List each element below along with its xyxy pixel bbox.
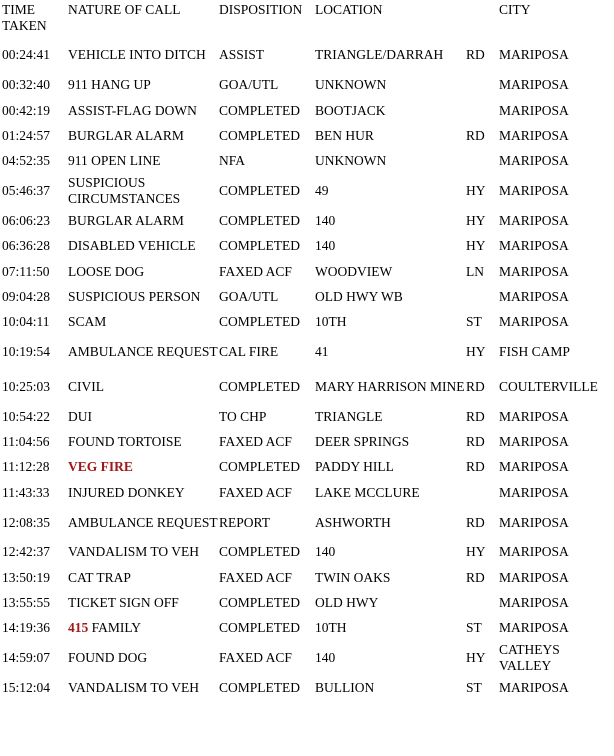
suffix-cell: ST xyxy=(466,680,482,696)
suffix-cell: HY xyxy=(466,650,486,666)
disposition-cell: REPORT xyxy=(219,514,270,530)
suffix-cell: RD xyxy=(466,433,485,449)
location-cell: 140 xyxy=(315,544,336,560)
nature-cell: FOUND DOG xyxy=(68,650,148,666)
nature-cell: 911 OPEN LINE xyxy=(68,153,161,169)
header-disposition: DISPOSITION xyxy=(219,2,303,17)
location-cell: ASHWORTH xyxy=(315,514,391,530)
table-row xyxy=(2,234,614,259)
disposition-cell: FAXED ACF xyxy=(219,484,292,500)
nature-cell: CAT TRAP xyxy=(68,569,131,585)
time-cell: 00:32:40 xyxy=(2,77,51,93)
disposition-cell: CAL FIRE xyxy=(219,344,279,360)
suffix-cell: ST xyxy=(466,620,482,636)
table-row xyxy=(2,455,614,480)
header-nature-of-call: NATURE OF CALL xyxy=(68,2,181,17)
disposition-cell: NFA xyxy=(219,153,246,169)
nature-cell xyxy=(68,455,219,480)
location-cell: PADDY HILL xyxy=(315,459,394,475)
location-cell: BEN HUR xyxy=(315,127,374,143)
disposition-cell: COMPLETED xyxy=(219,213,300,229)
suffix-cell: RD xyxy=(466,408,485,424)
suffix-cell: HY xyxy=(466,544,486,560)
location-cell: LAKE MCCLURE xyxy=(315,484,420,500)
table-row xyxy=(2,616,614,641)
disposition-cell: COMPLETED xyxy=(219,102,300,118)
city-cell: MARIPOSA xyxy=(499,238,569,254)
city-cell: MARIPOSA xyxy=(499,77,569,93)
city-cell: MARIPOSA xyxy=(499,680,569,696)
suffix-cell xyxy=(466,590,499,615)
suffix-cell: HY xyxy=(466,183,486,199)
time-cell: 13:50:19 xyxy=(2,569,51,585)
city-cell: MARIPOSA xyxy=(499,127,569,143)
city-cell: MARIPOSA xyxy=(499,620,569,636)
location-cell: 140 xyxy=(315,213,336,229)
city-cell: MARIPOSA xyxy=(499,433,569,449)
location-cell: 140 xyxy=(315,650,336,666)
table-row xyxy=(2,429,614,454)
city-cell: MARIPOSA xyxy=(499,288,569,304)
suffix-cell: HY xyxy=(466,213,486,229)
suffix-cell: RD xyxy=(466,514,485,530)
time-cell: 04:52:35 xyxy=(2,153,51,169)
table-row xyxy=(2,284,614,309)
table-row xyxy=(2,505,614,540)
table-row xyxy=(2,590,614,615)
location-cell: OLD HWY WB xyxy=(315,288,403,304)
disposition-cell: COMPLETED xyxy=(219,238,300,254)
city-cell: MARIPOSA xyxy=(499,213,569,229)
city-cell: MARIPOSA xyxy=(499,47,569,63)
time-cell: 11:04:56 xyxy=(2,433,50,449)
nature-cell: TICKET SIGN OFF xyxy=(68,595,179,611)
nature-cell: CIVIL xyxy=(68,378,104,394)
nature-cell: DUI xyxy=(68,408,92,424)
nature-cell: SUSPICIOUS CIRCUMSTANCES xyxy=(68,175,181,207)
city-cell: CATHEYS VALLEY xyxy=(499,642,560,674)
nature-cell: VANDALISM TO VEH xyxy=(68,544,200,560)
location-cell: TRIANGLE xyxy=(315,408,383,424)
disposition-cell: TO CHP xyxy=(219,408,267,424)
suffix-cell: RD xyxy=(466,378,485,394)
table-row xyxy=(2,641,614,676)
city-cell: MARIPOSA xyxy=(499,595,569,611)
header-city: CITY xyxy=(499,2,531,17)
disposition-cell: COMPLETED xyxy=(219,127,300,143)
table-row xyxy=(2,98,614,123)
disposition-cell: FAXED ACF xyxy=(219,263,292,279)
time-cell: 13:55:55 xyxy=(2,595,51,611)
city-cell: COULTERVILLE xyxy=(499,378,598,394)
suffix-cell: RD xyxy=(466,127,485,143)
disposition-cell: FAXED ACF xyxy=(219,569,292,585)
nature-cell: AMBULANCE REQUEST xyxy=(68,344,218,360)
table-row xyxy=(2,480,614,505)
disposition-cell: COMPLETED xyxy=(219,620,300,636)
city-cell: MARIPOSA xyxy=(499,569,569,585)
time-cell: 06:36:28 xyxy=(2,238,51,254)
disposition-cell: COMPLETED xyxy=(219,595,300,611)
suffix-cell xyxy=(466,73,499,98)
location-cell: UNKNOWN xyxy=(315,77,387,93)
location-cell: 41 xyxy=(315,344,329,360)
city-cell: MARIPOSA xyxy=(499,459,569,475)
table-row xyxy=(2,174,614,209)
city-cell: MARIPOSA xyxy=(499,183,569,199)
location-cell: 140 xyxy=(315,238,336,254)
city-cell: MARIPOSA xyxy=(499,263,569,279)
table-row xyxy=(2,148,614,173)
suffix-cell: HY xyxy=(466,238,486,254)
location-cell: DEER SPRINGS xyxy=(315,433,410,449)
nature-cell: AMBULANCE REQUEST xyxy=(68,514,218,530)
table-row xyxy=(2,310,614,335)
city-cell: MARIPOSA xyxy=(499,514,569,530)
time-cell: 11:43:33 xyxy=(2,484,50,500)
nature-cell: BURGLAR ALARM xyxy=(68,213,184,229)
table-row xyxy=(2,259,614,284)
table-row xyxy=(2,73,614,98)
header-row xyxy=(2,0,614,38)
location-cell: WOODVIEW xyxy=(315,263,393,279)
nature-cell: DISABLED VEHICLE xyxy=(68,238,196,254)
disposition-cell: FAXED ACF xyxy=(219,650,292,666)
table-row xyxy=(2,38,614,73)
time-cell: 12:42:37 xyxy=(2,544,51,560)
nature-cell: SUSPICIOUS PERSON xyxy=(68,288,201,304)
nature-cell: VEHICLE INTO DITCH xyxy=(68,47,206,63)
location-cell: MARY HARRISON MINE xyxy=(315,378,465,394)
disposition-cell: COMPLETED xyxy=(219,680,300,696)
nature-cell: ASSIST-FLAG DOWN xyxy=(68,102,197,118)
city-cell: MARIPOSA xyxy=(499,484,569,500)
table-row xyxy=(2,123,614,148)
time-cell: 00:42:19 xyxy=(2,102,51,118)
highlighted-nature: VEG FIRE xyxy=(68,459,133,475)
suffix-cell: ST xyxy=(466,314,482,330)
suffix-cell xyxy=(466,480,499,505)
disposition-cell: COMPLETED xyxy=(219,378,300,394)
suffix-cell xyxy=(466,98,499,123)
disposition-cell: COMPLETED xyxy=(219,183,300,199)
call-log-table xyxy=(2,0,614,701)
time-cell: 10:25:03 xyxy=(2,378,51,394)
call-log-body xyxy=(2,38,614,701)
nature-cell: INJURED DONKEY xyxy=(68,484,185,500)
time-cell: 05:46:37 xyxy=(2,183,51,199)
nature-cell: SCAM xyxy=(68,314,107,330)
city-cell: MARIPOSA xyxy=(499,544,569,560)
nature-rest: FAMILY xyxy=(88,620,142,636)
header-time-taken: TIME TAKEN xyxy=(2,2,47,33)
suffix-cell xyxy=(466,284,499,309)
disposition-cell: GOA/UTL xyxy=(219,288,279,304)
disposition-cell: COMPLETED xyxy=(219,459,300,475)
suffix-cell xyxy=(466,148,499,173)
disposition-cell: FAXED ACF xyxy=(219,433,292,449)
location-cell: OLD HWY xyxy=(315,595,379,611)
table-row xyxy=(2,369,614,404)
time-cell: 06:06:23 xyxy=(2,213,51,229)
location-cell: BOOTJACK xyxy=(315,102,386,118)
nature-cell: 911 HANG UP xyxy=(68,77,151,93)
table-row xyxy=(2,404,614,429)
location-cell: TWIN OAKS xyxy=(315,569,391,585)
suffix-cell: LN xyxy=(466,263,484,279)
table-row xyxy=(2,208,614,233)
table-row xyxy=(2,335,614,370)
city-cell: MARIPOSA xyxy=(499,153,569,169)
suffix-cell: RD xyxy=(466,47,485,63)
location-cell: 10TH xyxy=(315,620,347,636)
city-cell: MARIPOSA xyxy=(499,314,569,330)
time-cell: 00:24:41 xyxy=(2,47,51,63)
city-cell: FISH CAMP xyxy=(499,344,570,360)
time-cell: 10:54:22 xyxy=(2,408,51,424)
nature-cell xyxy=(68,616,219,641)
header-suffix xyxy=(466,0,499,38)
time-cell: 15:12:04 xyxy=(2,680,51,696)
suffix-cell: RD xyxy=(466,459,485,475)
nature-cell: FOUND TORTOISE xyxy=(68,433,182,449)
time-cell: 10:04:11 xyxy=(2,314,50,330)
time-cell: 11:12:28 xyxy=(2,459,50,475)
header-location: LOCATION xyxy=(315,2,383,17)
city-cell: MARIPOSA xyxy=(499,102,569,118)
city-cell: MARIPOSA xyxy=(499,408,569,424)
nature-cell: VANDALISM TO VEH xyxy=(68,680,200,696)
disposition-cell: COMPLETED xyxy=(219,314,300,330)
time-cell: 14:59:07 xyxy=(2,650,51,666)
disposition-cell: COMPLETED xyxy=(219,544,300,560)
table-row xyxy=(2,565,614,590)
suffix-cell: RD xyxy=(466,569,485,585)
location-cell: 10TH xyxy=(315,314,347,330)
time-cell: 14:19:36 xyxy=(2,620,51,636)
table-row xyxy=(2,540,614,565)
disposition-cell: ASSIST xyxy=(219,47,265,63)
location-cell: 49 xyxy=(315,183,329,199)
location-cell: UNKNOWN xyxy=(315,153,387,169)
time-cell: 09:04:28 xyxy=(2,288,51,304)
time-cell: 01:24:57 xyxy=(2,127,51,143)
nature-cell: BURGLAR ALARM xyxy=(68,127,184,143)
time-cell: 12:08:35 xyxy=(2,514,51,530)
time-cell: 10:19:54 xyxy=(2,344,51,360)
suffix-cell: HY xyxy=(466,344,486,360)
time-cell: 07:11:50 xyxy=(2,263,50,279)
location-cell: TRIANGLE/DARRAH xyxy=(315,47,444,63)
location-cell: BULLION xyxy=(315,680,375,696)
disposition-cell: GOA/UTL xyxy=(219,77,279,93)
table-row xyxy=(2,676,614,701)
nature-cell: LOOSE DOG xyxy=(68,263,145,279)
highlighted-code: 415 xyxy=(68,620,89,636)
